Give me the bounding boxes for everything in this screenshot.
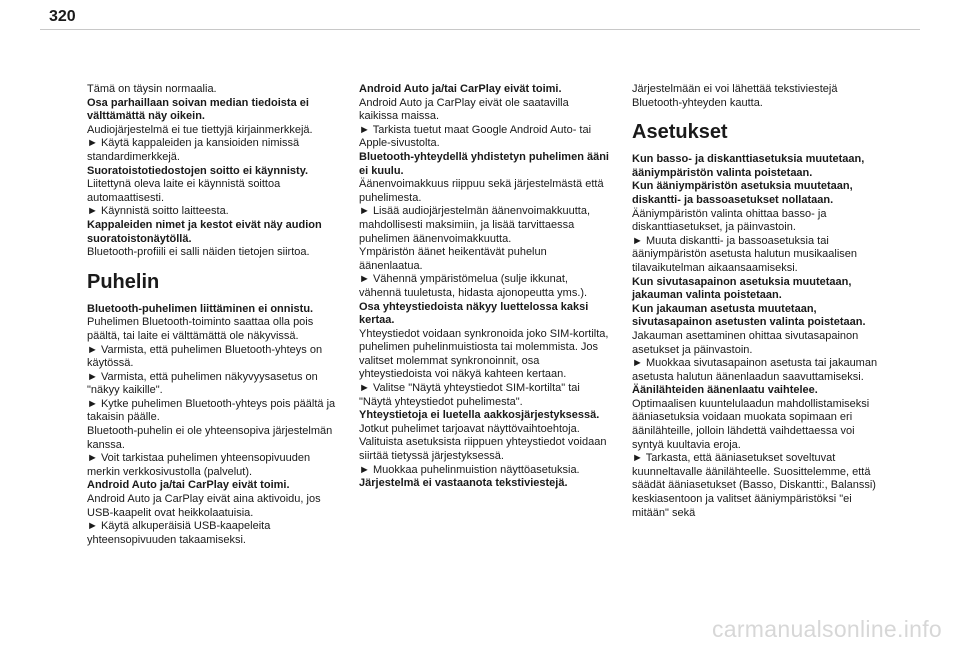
body-paragraph: Optimaalisen kuuntelulaadun mahdollistamiseksi ääniasetuksia voidaan muokata sopimaan eri äänilähteille, jolloin lähdettä vaihdettaessa voi syntyä kuultavia eroja. — [632, 397, 870, 451]
body-paragraph: ► Käytä kappaleiden ja kansioiden nimissä standardimerkkejä. — [87, 137, 300, 163]
body-paragraph: Ääniympäristön valinta ohittaa basso- ja diskanttiasetukset, ja päinvastoin. — [632, 207, 827, 234]
text-column-3 — [632, 83, 882, 520]
body-paragraph: Android Auto ja CarPlay eivät ole saatavilla kaikissa maissa. — [359, 96, 569, 123]
problem-statement: Kun jakauman asetusta muutetaan, sivutasapainon asetusten valinta poistetaan. — [632, 302, 866, 329]
problem-statement: Bluetooth-puhelimen liittäminen ei onnistu. — [87, 302, 314, 315]
body-paragraph: ► Lisää audiojärjestelmän äänenvoimakkuutta, mahdollisesti maksimiin, ja lisää tarvittaessa puhelimen äänenvoimakkuutta. — [359, 205, 591, 245]
body-paragraph: ► Varmista, että puhelimen Bluetooth-yhteys on käytössä. — [87, 343, 323, 370]
body-paragraph: Yhteystiedot voidaan synkronoida joko SIM-kortilta, puhelimen puhelinmuistiosta tai molemmista. Jos valitset molemmat synkronoinnit, osa yhteystiedoista voi näkyä kahteen kertaan. — [359, 327, 609, 381]
body-paragraph: Järjestelmään ei voi lähettää tekstiviestejä Bluetooth-yhteyden kautta. — [632, 83, 838, 109]
body-paragraph: Audiojärjestelmä ei tue tiettyjä kirjainmerkkejä. — [87, 123, 313, 136]
body-paragraph: ► Käynnistä soitto laitteesta. — [87, 205, 229, 218]
body-paragraph: ► Tarkista tuetut maat Google Android Auto- tai Apple-sivustolta. — [359, 123, 592, 150]
text-column-1 — [87, 83, 337, 547]
problem-statement: Kun ääniympäristön asetuksia muutetaan, diskantti- ja bassoasetukset nollataan. — [632, 180, 853, 206]
body-paragraph: ► Muokkaa puhelinmuistion näyttöasetuksia. — [359, 463, 580, 476]
problem-statement: Android Auto ja/tai CarPlay eivät toimi. — [359, 83, 562, 95]
problem-statement: Suoratoistotiedostojen soitto ei käynnisty. — [87, 164, 309, 177]
problem-statement: Äänilähteiden äänenlaatu vaihtelee. — [632, 384, 818, 397]
body-paragraph: ► Voit tarkistaa puhelimen yhteensopivuuden merkin verkkosivustolla (palvelut). — [87, 452, 311, 478]
problem-statement: Kappaleiden nimet ja kestot eivät näy audion suoratoistonäytöllä. — [87, 218, 322, 245]
problem-statement: Järjestelmä ei vastaanota tekstiviestejä. — [359, 477, 568, 490]
body-paragraph: Jotkut puhelimet tarjoavat näyttövaihtoehtoja. Valituista asetuksista riippuen yhteystiedot voidaan siirtää tietyssä järjestyksessä. — [359, 422, 607, 463]
body-paragraph: ► Käytä alkuperäisiä USB-kaapeleita yhteensopivuuden takaamiseksi. — [87, 520, 271, 546]
body-paragraph: ► Varmista, että puhelimen näkyvyysasetus on "näkyy kaikille". — [87, 370, 318, 397]
problem-statement: Kun sivutasapainon asetuksia muutetaan, jakauman valinta poistetaan. — [632, 275, 852, 302]
body-paragraph: ► Muuta diskantti- ja bassoasetuksia tai ääniympäristön asetusta halutun musikaalisen tilavaikutelman aikaansaamiseksi. — [632, 234, 858, 274]
problem-statement: Osa parhaillaan soivan median tiedoista ei välttämättä näy oikein. — [87, 96, 309, 123]
body-paragraph: Bluetooth-puhelin ei ole yhteensopiva järjestelmän kanssa. — [87, 425, 333, 451]
top-divider — [40, 29, 920, 30]
body-paragraph: Liitettynä oleva laite ei käynnistä soittoa automaattisesti. — [87, 178, 281, 204]
body-paragraph: ► Valitse "Näytä yhteystiedot SIM-kortilta" tai "Näytä yhteystiedot puhelimesta". — [359, 382, 580, 408]
body-paragraph: Jakauman asettaminen ohittaa sivutasapainon asetukset ja päinvastoin. — [632, 329, 859, 356]
body-paragraph: Android Auto ja CarPlay eivät aina aktivoidu, jos USB-kaapelit ovat heikkolaatuisia. — [87, 493, 321, 519]
section-heading: Asetukset — [632, 121, 728, 144]
problem-statement: Android Auto ja/tai CarPlay eivät toimi. — [87, 479, 290, 492]
problem-statement: Yhteystietoja ei luetella aakkosjärjestyksessä. — [359, 409, 600, 422]
body-paragraph: ► Tarkasta, että ääniasetukset soveltuvat kuunneltavalle äänilähteelle. Suosittelemme, että säädät ääniasetukset (Basso, Diskantti:, Balanssi) keskiasentoon ja valitset ääniympäristöksi "ei mitään" sekä — [632, 452, 876, 519]
body-paragraph: ► Muokkaa sivutasapainon asetusta tai jakauman asetusta halutun äänenlaadun saavuttamiseksi. — [632, 357, 878, 383]
body-paragraph: Tämä on täysin normaalia. — [87, 83, 217, 95]
section-heading: Puhelin — [87, 270, 160, 293]
problem-statement: Kun basso- ja diskanttiasetuksia muutetaan, ääniympäristön valinta poistetaan. — [632, 153, 865, 179]
watermark: carmanualsonline.info — [711, 616, 942, 642]
text-column-2 — [359, 83, 609, 491]
body-paragraph: Ympäristön äänet heikentävät puhelun äänenlaatua. — [359, 246, 547, 272]
page-number: 320 — [49, 8, 76, 25]
problem-statement: Bluetooth-yhteydellä yhdistetyn puhelimen ääni ei kuulu. — [359, 150, 609, 177]
problem-statement: Osa yhteystiedoista näkyy luettelossa kaksi kertaa. — [359, 300, 589, 327]
body-paragraph: ► Vähennä ympäristömelua (sulje ikkunat, vähennä tuuletusta, hidasta ajonopeutta yms.). — [359, 273, 588, 299]
body-paragraph: ► Kytke puhelimen Bluetooth-yhteys pois päältä ja takaisin päälle. — [87, 397, 336, 424]
body-paragraph: Äänenvoimakkuus riippuu sekä järjestelmästä että puhelimesta. — [359, 178, 604, 204]
body-paragraph: Bluetooth-profiili ei salli näiden tietojen siirtoa. — [87, 246, 310, 259]
body-paragraph: Puhelimen Bluetooth-toiminto saattaa olla pois päältä, tai laite ei välttämättä ole näkyvissä. — [87, 316, 314, 342]
